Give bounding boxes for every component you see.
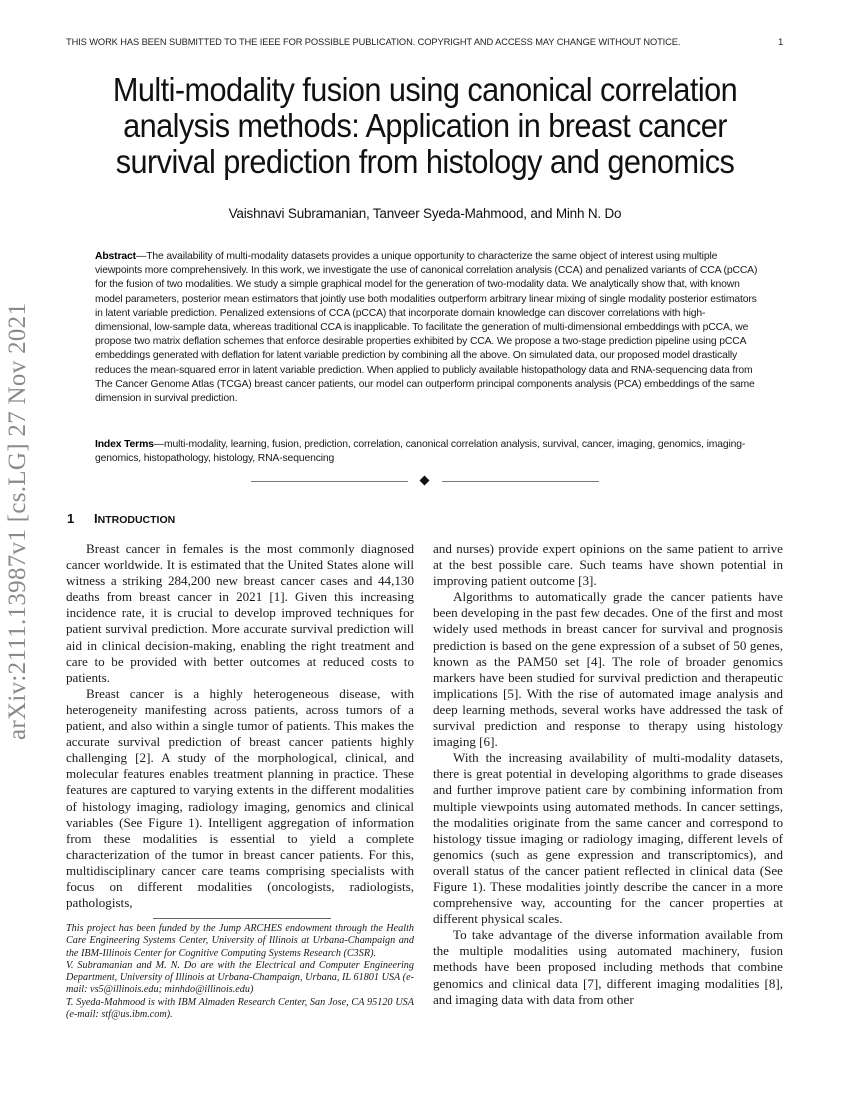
footnotes	[66, 923, 414, 1021]
paragraph: To take advantage of the diverse information available from the multiple modalities using automated machinery, fusion methods have been proposed including methods that combine genomics and clinical data [7], different imaging modalities [8], and imaging data with data from other	[433, 927, 783, 1007]
abstract-label: Abstract	[95, 251, 136, 262]
paragraph: Breast cancer in females is the most commonly diagnosed cancer worldwide. It is estimated that the United States alone will witness a striking 284,200 new breast cancer cases and 44,130 deaths from breast cancer in 2021 [1]. Given this increasing incidence rate, it is crucial to develop improved techniques for patient survival prediction. More accurate survival prediction will aid in clinical decision-making, enabling the right treatment and care to be provided with better outcomes at reduced costs to patients.	[66, 541, 414, 685]
section-title-initial: I	[94, 511, 98, 526]
page-number: 1	[778, 37, 784, 48]
author-list: Vaishnavi Subramanian, Tanveer Syeda-Mahmood, and Minh N. Do	[228, 206, 622, 221]
paper-title	[67, 72, 783, 180]
body-column-left	[66, 541, 414, 911]
separator-rule-right	[442, 481, 599, 482]
index-terms-label: Index Terms	[95, 439, 154, 450]
title-line-3: survival prediction from histology and genomics	[115, 143, 735, 180]
paragraph: Breast cancer is a highly heterogeneous disease, with heterogeneity manifesting across patients, across tumors of a patient, and also within a single tumor of patients. This makes the accurate survival prediction of breast cancer patients highly challenging [2]. A study of the morphological, clinical, and molecular features enables treatment planning in practice. These features are captured to varying extents in the different modalities of histology imaging, radiology imaging, genomics and clinical variables (See Figure 1). Intelligent aggregation of information from these modalities is essential to yield a complete characterization of the tumor in breast cancer patients. For this, multidisciplinary cancer care teams comprising specialists with focus on different modalities (oncologists, radiologists, pathologists,	[66, 685, 414, 911]
diamond-separator-icon	[420, 476, 430, 486]
footnote-rule	[153, 918, 331, 919]
paragraph: and nurses) provide expert opinions on the same patient to arrive at the best possible care. Such teams have shown potential in improving patient outcome [3].	[433, 541, 783, 589]
running-header: THIS WORK HAS BEEN SUBMITTED TO THE IEEE FOR POSSIBLE PUBLICATION. COPYRIGHT AND ACCESS MAY CHANGE WITHOUT NOTICE.	[66, 37, 681, 47]
index-terms	[95, 438, 761, 466]
section-title-rest: NTRODUCTION	[97, 514, 176, 526]
body-column-right	[433, 541, 783, 1008]
section-heading-introduction	[67, 511, 175, 526]
paragraph: Algorithms to automatically grade the cancer patients have been developing in the past few decades. One of the first and most widely used methods in breast cancer for survival and prognosis prediction is based on the gene expression of a subset of 50 genes, known as the PAM50 set [4]. The role of broader genomics markers have been studied for survival prediction and therapeutic implications [5]. With the rise of automated image analysis and deep learning methods, several works have addressed the task of survival prediction and response to therapy using histology imaging [6].	[433, 589, 783, 750]
abstract	[95, 250, 761, 406]
footnote-affiliation-2: T. Syeda-Mahmood is with IBM Almaden Research Center, San Jose, CA 95120 USA (e-mail: stf@us.ibm.com).	[66, 996, 414, 1021]
abstract-text: —The availability of multi-modality datasets provides a unique opportunity to characterize the same object of interest using multiple viewpoints more comprehensively. In this work, we investigate the use of canonical correlation analysis (CCA) and penalized variants of CCA (pCCA) for the fusion of two modalities. We study a simple graphical model for the generation of two-modality data. We analytically show that, with known model parameters, posterior mean estimators that jointly use both modalities outperform arbitrary linear mixing of single modality posterior estimators in latent variable prediction. Penalized extensions of CCA (pCCA) that incorporate domain knowledge can discover correlations with high-dimensional, low-sample data, whereas traditional CCA is inapplicable. To facilitate the generation of multi-dimensional embeddings with pCCA, we propose two matrix deflation schemes that enforce desirable properties exhibited by CCA. We propose a two-stage prediction pipeline using pCCA embeddings generated with deflation for latent variable prediction by combining all the above. On simulated data, our proposed model drastically reduces the mean-squared error in latent variable prediction. When applied to publicly available histopathology data and RNA-sequencing data from The Cancer Genome Atlas (TCGA) breast cancer patients, our model can outperform principal components analysis (PCA) embeddings of the same dimension in survival prediction.	[95, 251, 758, 405]
footnote-funding: This project has been funded by the Jump ARCHES endowment through the Health Care Engineering Systems Center, University of Illinois at Urbana-Champaign and the IBM-Illinois Center for Cognitive Computing Systems Research (C3SR).	[66, 923, 414, 959]
arxiv-identifier-stamp: arXiv:2111.13987v1 [cs.LG] 27 Nov 2021	[4, 302, 31, 740]
footnote-affiliation-1: V. Subramanian and M. N. Do are with the Electrical and Computer Engineering Department, University of Illinois at Urbana-Champaign, Urbana, IL 61801 USA (e-mail: vs5@illinois.edu; minhdo@illinois.edu)	[66, 959, 414, 996]
section-number: 1	[67, 511, 75, 526]
index-terms-text: —multi-modality, learning, fusion, prediction, correlation, canonical correlation analysis, survival, cancer, imaging, genomics, imaging-genomics, histopathology, histology, RNA-sequencing	[95, 439, 746, 465]
paragraph: With the increasing availability of multi-modality datasets, there is great potential in developing algorithms to grade diseases and further improve patient care by combining information from multiple viewpoints using automated methods. In cancer settings, the modalities originate from the same cancer and correspond to histology tissue imaging or radiology imaging, different levels of genomics (such as gene expression and transcriptomics), and overall status of the cancer patient reflected in clinical data (See Figure 1). These modalities jointly describe the cancer in a more comprehensive way, accounting for the cancer properties at different physical scales.	[433, 750, 783, 927]
title-line-2: analysis methods: Application in breast cancer	[123, 107, 727, 144]
separator-rule-left	[251, 481, 408, 482]
title-line-1: Multi-modality fusion using canonical correlation	[112, 71, 738, 108]
